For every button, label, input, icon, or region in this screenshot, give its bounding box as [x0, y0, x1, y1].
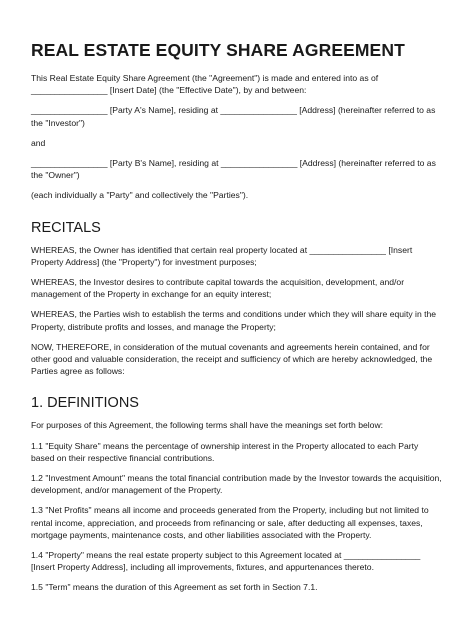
definitions-heading: 1. DEFINITIONS	[31, 395, 139, 412]
recital-paragraph: WHEREAS, the Owner has identified that certain real property located at ________________ [Insert Property Address] (the "Property") for investment purposes;	[31, 244, 413, 267]
definition-paragraph: 1.1 "Equity Share" means the percentage of ownership interest in the Property allocated to each Party based on their respective financial contributions.	[31, 440, 419, 463]
intro-paragraph: ________________ [Party A's Name], residing at ________________ [Address] (hereinafter referred to as the "Investor")	[31, 105, 436, 128]
definition-paragraph: 1.2 "Investment Amount" means the total financial contribution made by the Investor towards the acquisition, development, and/or management of the Property.	[31, 473, 442, 496]
document-title: REAL ESTATE EQUITY SHARE AGREEMENT	[31, 40, 405, 60]
recitals-heading: RECITALS	[31, 219, 101, 236]
recital-paragraph: WHEREAS, the Investor desires to contribute capital towards the acquisition, development, and/or management of the Property in exchange for an equity interest;	[31, 277, 405, 300]
intro-paragraph: (each individually a "Party" and collectively the "Parties").	[31, 190, 249, 201]
definition-paragraph: For purposes of this Agreement, the following terms shall have the meanings set forth below:	[31, 420, 384, 431]
definition-paragraph: 1.5 "Term" means the duration of this Agreement as set forth in Section 7.1.	[31, 582, 318, 593]
intro-paragraph: ________________ [Party B's Name], residing at ________________ [Address] (hereinafter referred to as the "Owner")	[31, 158, 436, 181]
recital-paragraph: NOW, THEREFORE, in consideration of the mutual covenants and agreements herein contained, and for other good and valuable consideration, the receipt and sufficiency of which are hereby acknowledged, the Parties agree as follows:	[31, 341, 433, 377]
definition-paragraph: 1.3 "Net Profits" means all income and proceeds generated from the Property, including but not limited to rental income, appreciation, and proceeds from refinancing or sale, after deducting all expenses, taxes, mortgage payments, maintenance costs, and other liabilities associated with the Property.	[31, 505, 429, 540]
intro-paragraph: and	[31, 137, 46, 148]
recital-paragraph: WHEREAS, the Parties wish to establish the terms and conditions under which they will share equity in the Property, distribute profits and losses, and manage the Property;	[31, 309, 437, 332]
intro-paragraph: This Real Estate Equity Share Agreement (the "Agreement") is made and entered into as of ________________ [Insert Date] (the "Effective Date"), by and between:	[31, 73, 379, 96]
definition-paragraph: 1.4 "Property" means the real estate property subject to this Agreement located at ________________ [Insert Property Address], including all improvements, fixtures, and appurtenances thereto.	[31, 550, 421, 573]
